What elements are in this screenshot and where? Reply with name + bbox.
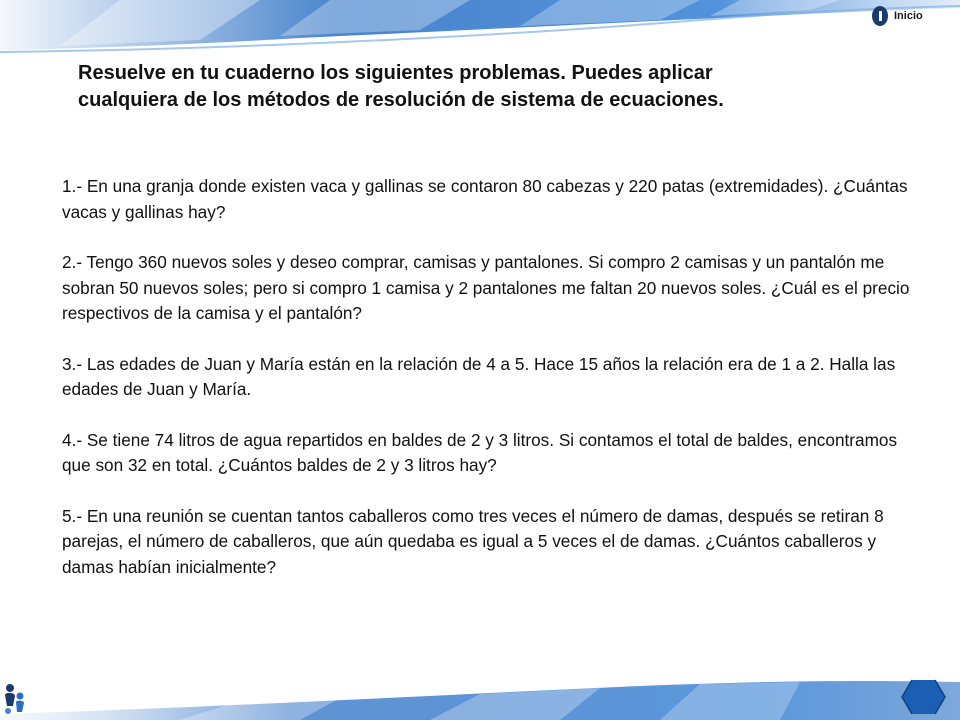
footer-banner bbox=[0, 678, 960, 720]
problem-item: 1.- En una granja donde existen vaca y gallinas se contaron 80 cabezas y 220 patas (extremidades). ¿Cuántas vacas y gallinas hay? bbox=[62, 176, 908, 222]
header-banner bbox=[0, 0, 960, 62]
home-label: Inicio bbox=[894, 10, 923, 22]
problem-item: 5.- En una reunión se cuentan tantos caballeros como tres veces el número de damas, después se retiran 8 parejas, el número de caballeros, que aún quedaba es igual a 5 veces el de damas. ¿Cuántos caballeros y damas habían inicialmente? bbox=[62, 505, 884, 577]
page-title bbox=[78, 60, 898, 114]
problem-item: 3.- Las edades de Juan y María están en la relación de 4 a 5. Hace 15 años la relación era de 1 a 2. Halla las edades de Juan y María. bbox=[62, 353, 896, 399]
title-line-1: Resuelve en tu cuaderno los siguientes problemas. Puedes aplicar bbox=[78, 62, 713, 84]
problem-list bbox=[62, 174, 912, 605]
previous-arrow-icon[interactable] bbox=[890, 678, 924, 716]
problem-item: 2.- Tengo 360 nuevos soles y deseo comprar, camisas y pantalones. Si compro 2 camisas y un pantalón me sobran 50 nuevos soles; pero si compro 1 camisa y 2 pantalones me faltan 20 nuevos soles. ¿Cuál es el precio respectivos de la camisa y el pantalón? bbox=[62, 252, 910, 323]
info-icon bbox=[872, 6, 888, 26]
people-logo-icon bbox=[2, 682, 28, 716]
next-arrow-icon[interactable] bbox=[921, 678, 955, 716]
title-line-2: cualquiera de los métodos de resolución de sistema de ecuaciones. bbox=[78, 89, 724, 111]
home-link[interactable] bbox=[872, 6, 923, 26]
problem-item: 4.- Se tiene 74 litros de agua repartidos en baldes de 2 y 3 litros. Si contamos el total de baldes, encontramos que son 32 en total. ¿Cuántos baldes de 2 y 3 litros hay? bbox=[62, 429, 898, 475]
